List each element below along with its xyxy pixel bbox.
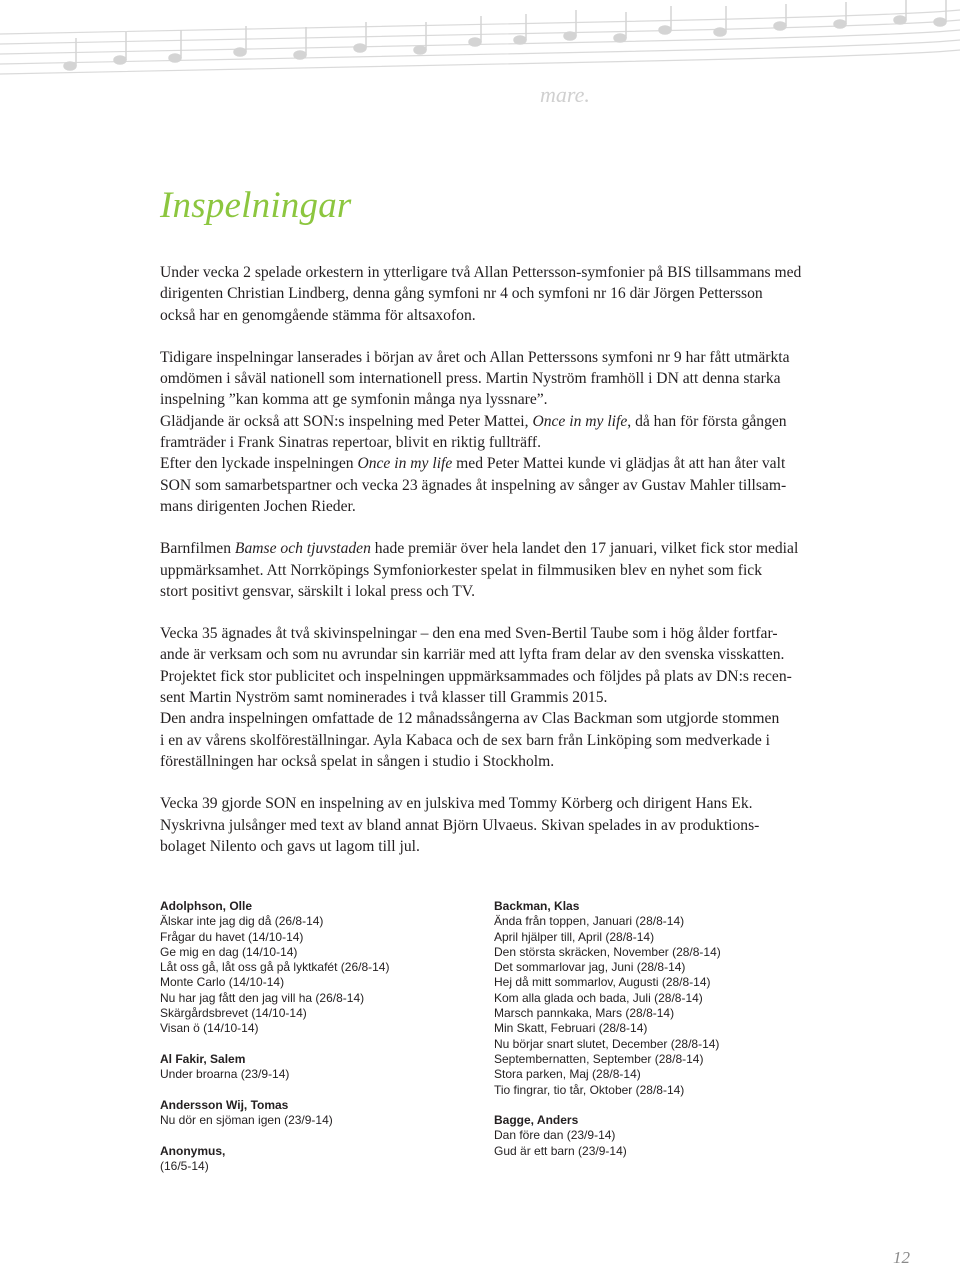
text-segment: också har en genomgående stämma för altsaxofon. <box>160 306 476 324</box>
italic-title: Bamse och tjuvstaden <box>234 540 371 558</box>
text-segment: inspelning ”kan komma att ge symfonin många nya lyssnare”. <box>160 391 548 409</box>
artist-name: Anonymus, <box>160 1143 226 1158</box>
text-segment: SON som samarbetspartner och vecka 23 ägnades åt inspelning av sånger av Gustav Mahler tillsam- <box>160 476 787 494</box>
song-entry: Det sommarlovar jag, Juni (28/8-14) <box>494 960 686 975</box>
song-entry: Ända från toppen, Januari (28/8-14) <box>494 914 685 929</box>
article-body <box>160 262 808 878</box>
song-entry: Min Skatt, Februari (28/8-14) <box>494 1021 648 1036</box>
text-segment: framträder i Frank Sinatras repertoar, blivit en riktig fullträff. <box>160 434 542 452</box>
page-number: 12 <box>893 1248 910 1267</box>
text-line <box>160 347 808 368</box>
text-segment: Barnfilmen <box>160 540 235 558</box>
text-segment: Efter den lyckade inspelningen <box>160 455 358 473</box>
paragraph <box>160 347 808 517</box>
text-segment: , då han för första gången <box>627 412 787 430</box>
text-line <box>160 496 808 517</box>
text-segment: Projektet fick stor publicitet och inspelningen uppmärksammades och följdes på plats av DN:s recen- <box>160 667 792 685</box>
song-entry: Nu har jag fått den jag vill ha (26/8-14) <box>160 990 365 1005</box>
text-segment: mans dirigenten Jochen Rieder. <box>160 497 356 515</box>
text-line <box>160 751 808 772</box>
text-line <box>160 432 808 453</box>
song-entry: Gud är ett barn (23/9-14) <box>494 1143 627 1158</box>
artist-block <box>160 1098 480 1129</box>
paragraph <box>160 623 808 772</box>
text-line <box>160 389 808 410</box>
artist-block <box>160 1052 480 1083</box>
song-entry: Marsch pannkaka, Mars (28/8-14) <box>494 1006 675 1021</box>
artist-block <box>494 899 814 1098</box>
text-segment: Den andra inspelningen omfattade de 12 månadssångerna av Clas Backman som utgjorde stommen <box>160 710 780 728</box>
text-line <box>160 708 808 729</box>
text-line <box>160 687 808 708</box>
text-segment: Tidigare inspelningar lanserades i början av året och Allan Petterssons symfoni nr 9 har fått utmärkta <box>160 348 790 366</box>
song-entry: Ge mig en dag (14/10-14) <box>160 944 298 959</box>
text-line <box>160 368 808 389</box>
song-entry: Skärgårdsbrevet (14/10-14) <box>160 1006 307 1021</box>
artist-block <box>494 1113 814 1159</box>
paragraph <box>160 793 808 857</box>
artist-block <box>160 899 480 1037</box>
text-line <box>160 411 808 432</box>
artist-name: Adolphson, Olle <box>160 899 252 913</box>
song-entry: Dan före dan (23/9-14) <box>494 1128 616 1143</box>
italic-title: Once in my life <box>532 412 628 430</box>
song-entry: Nu börjar snart slutet, December (28/8-14) <box>494 1036 720 1051</box>
text-line <box>160 475 808 496</box>
text-line <box>160 815 808 836</box>
artist-name: Al Fakir, Salem <box>160 1051 246 1066</box>
recordings-column-right <box>494 899 814 1174</box>
song-entry: Frågar du havet (14/10-14) <box>160 929 304 944</box>
text-segment: stort positivt gensvar, särskilt i lokal press och TV. <box>160 582 475 600</box>
text-segment: bolaget Nilento och gavs ut lagom till jul. <box>160 837 420 855</box>
song-entry: April hjälper till, April (28/8-14) <box>494 929 655 944</box>
artist-name: Andersson Wij, Tomas <box>160 1097 289 1112</box>
song-entry: Låt oss gå, låt oss gå på lyktkafét (26/8-14) <box>160 960 390 975</box>
paragraph <box>160 538 808 602</box>
text-segment: Vecka 39 gjorde SON en inspelning av en julskiva med Tommy Körberg och dirigent Hans Ek. <box>160 795 753 813</box>
paragraph <box>160 262 808 326</box>
artist-name: Backman, Klas <box>494 899 580 913</box>
sheet-music-illustration <box>0 0 960 140</box>
text-line <box>160 730 808 751</box>
text-segment: Nyskrivna julsånger med text av bland annat Björn Ulvaeus. Skivan spelades in av produktions- <box>160 816 760 834</box>
recordings-column-left <box>160 899 480 1190</box>
text-segment: Glädjande är också att SON:s inspelning med Peter Mattei, <box>160 412 533 430</box>
text-line <box>160 538 808 559</box>
page-title: Inspelningar <box>160 185 352 226</box>
song-entry: Tio fingrar, tio tår, Oktober (28/8-14) <box>494 1082 685 1097</box>
song-entry: Monte Carlo (14/10-14) <box>160 975 285 990</box>
text-line <box>160 560 808 581</box>
text-segment: i en av vårens skolföreställningar. Ayla Kabaca och de sex barn från Linköping som medverkade i <box>160 731 770 749</box>
italic-title: Once in my life <box>357 455 453 473</box>
text-segment: hade premiär över hela landet den 17 januari, vilket fick stor medial <box>370 540 799 558</box>
song-entry: Den största skräcken, November (28/8-14) <box>494 944 721 959</box>
text-segment: sent Martin Nyström samt nominerades i två klasser till Grammis 2015. <box>160 689 608 707</box>
text-segment: dirigenten Christian Lindberg, denna gång symfoni nr 4 och symfoni nr 16 där Jörgen Pettersson <box>160 285 763 303</box>
text-segment: ande är verksam och som nu avrundar sin karriär med att lyfta fram delar av den svenska visskatten. <box>160 646 785 664</box>
song-entry: Under broarna (23/9-14) <box>160 1067 290 1082</box>
text-line <box>160 793 808 814</box>
song-entry: Nu dör en sjöman igen (23/9-14) <box>160 1113 333 1128</box>
text-segment: omdömen i såväl nationell som internationell press. Martin Nyström framhöll i DN att denna starka <box>160 370 781 388</box>
song-entry: Septembernatten, September (28/8-14) <box>494 1051 704 1066</box>
text-segment: med Peter Mattei kunde vi glädjas åt att han åter valt <box>452 455 786 473</box>
text-line <box>160 283 808 304</box>
song-entry: Kom alla glada och bada, Juli (28/8-14) <box>494 990 703 1005</box>
text-segment: Under vecka 2 spelade orkestern in ytterligare två Allan Pettersson-symfonier på BIS tillsammans med <box>160 264 802 281</box>
text-segment: föreställningen har också spelat in sången i studio i Stockholm. <box>160 752 555 770</box>
artist-name: Bagge, Anders <box>494 1113 579 1128</box>
text-line <box>160 623 808 644</box>
text-line <box>160 644 808 665</box>
text-line <box>160 262 808 283</box>
artist-block <box>160 1144 480 1175</box>
text-line <box>160 453 808 474</box>
song-entry: (16/5-14) <box>160 1159 209 1174</box>
song-entry: Stora parken, Maj (28/8-14) <box>494 1067 641 1082</box>
score-text: mare. <box>540 82 590 107</box>
song-entry: Älskar inte jag dig då (26/8-14) <box>160 914 324 929</box>
text-line <box>160 581 808 602</box>
text-segment: uppmärksamhet. Att Norrköpings Symfoniorkester spelat in filmmusiken blev en nyhet som fick <box>160 561 762 579</box>
song-entry: Hej då mitt sommarlov, Augusti (28/8-14) <box>494 975 711 990</box>
song-entry: Visan ö (14/10-14) <box>160 1021 259 1036</box>
text-line <box>160 666 808 687</box>
text-line <box>160 836 808 857</box>
text-line <box>160 305 808 326</box>
text-segment: Vecka 35 ägnades åt två skivinspelningar – den ena med Sven-Bertil Taube som i hög ålder fortfar- <box>160 625 778 643</box>
